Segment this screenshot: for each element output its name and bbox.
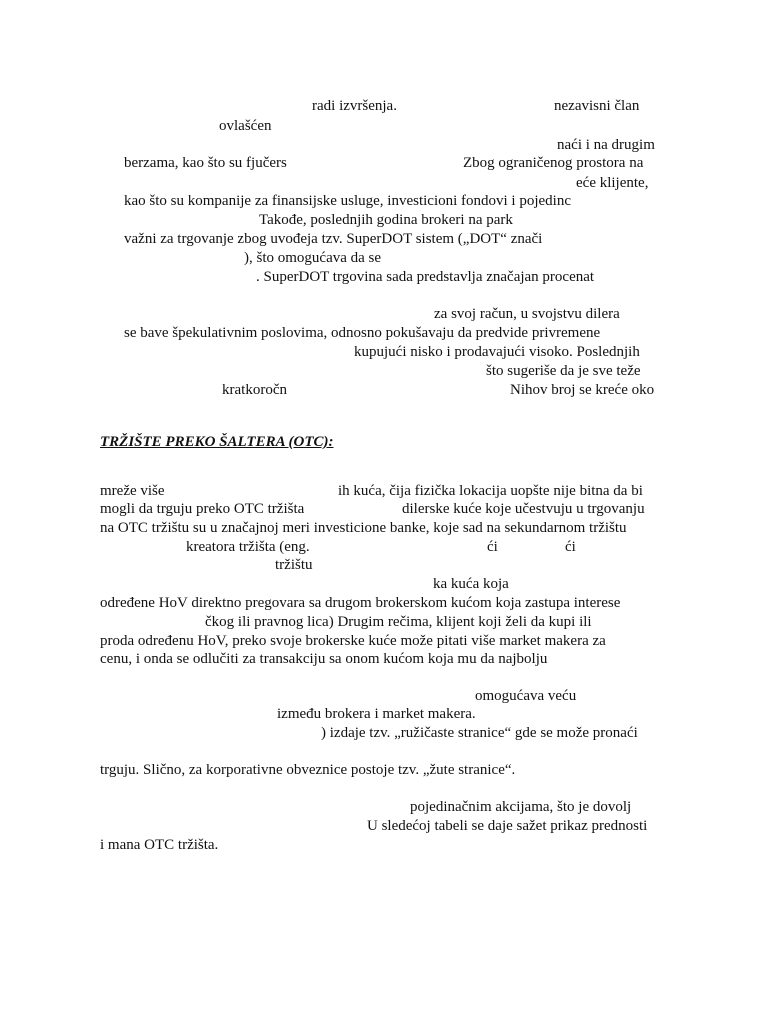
text-line: naći i na drugim xyxy=(557,137,655,153)
text-line: berzama, kao što su fjučers xyxy=(124,155,287,171)
text-line: važni za trgovanje zbog uvođeja tzv. SuperDOT sistem („DOT“ znači xyxy=(124,231,543,247)
text-line: eće klijente, xyxy=(576,175,649,191)
text-line: ći xyxy=(565,539,576,555)
text-line: za svoj račun, u svojstvu dilera xyxy=(434,306,620,322)
text-line: kratkoročn xyxy=(222,382,287,398)
text-line: dilerske kuće koje učestvuju u trgovanju xyxy=(402,501,645,517)
text-line: određene HoV direktno pregovara sa drugom brokerskom kućom koja zastupa interese xyxy=(100,595,621,611)
text-line: između brokera i market makera. xyxy=(277,706,476,722)
text-line: trguju. Slično, za korporativne obveznice postoje tzv. „žute stranice“. xyxy=(100,762,516,778)
text-line: omogućava veću xyxy=(475,688,577,704)
text-line: na OTC tržištu su u značajnoj meri investicione banke, koje sad na sekundarnom tržištu xyxy=(100,520,627,536)
text-line: pojedinačnim akcijama, što je dovolj xyxy=(410,799,632,815)
text-line: tržištu xyxy=(275,557,313,573)
text-line: kao što su kompanije za finansijske usluge, investicioni fondovi i pojedinc xyxy=(124,193,572,209)
text-line: ovlašćen xyxy=(219,118,272,134)
text-line: mreže više xyxy=(100,483,165,499)
text-line: kreatora tržišta (eng. xyxy=(186,539,310,555)
text-line: se bave špekulativnim poslovima, odnosno pokušavaju da predvide privremene xyxy=(124,325,601,341)
text-line: što sugeriše da je sve teže xyxy=(486,363,641,379)
text-line: ih kuća, čija fizička lokacija uopšte nije bitna da bi xyxy=(338,483,643,499)
text-line: kupujući nisko i prodavajući visoko. Poslednjih xyxy=(354,344,640,360)
text-line: cenu, i onda se odlučiti za transakciju sa onom kućom koja mu da najbolju xyxy=(100,651,548,667)
text-line: mogli da trguju preko OTC tržišta xyxy=(100,501,305,517)
section-heading: TRŽIŠTE PREKO ŠALTERA (OTC): xyxy=(100,434,334,450)
text-line: Nihov broj se kreće oko xyxy=(510,382,655,398)
text-line: Takođe, poslednjih godina brokeri na park xyxy=(259,212,513,228)
text-line: radi izvršenja. xyxy=(312,98,397,114)
text-line: U sledećoj tabeli se daje sažet prikaz prednosti xyxy=(367,818,648,834)
text-line: čkog ili pravnog lica) Drugim rečima, klijent koji želi da kupi ili xyxy=(205,614,592,630)
text-line: ) izdaje tzv. „ružičaste stranice“ gde se može pronaći xyxy=(321,725,638,741)
text-line: i mana OTC tržišta. xyxy=(100,837,219,853)
text-line: proda određenu HoV, preko svoje brokerske kuće može pitati više market makera za xyxy=(100,633,606,649)
text-line: nezavisni član xyxy=(554,98,640,114)
text-line: ći xyxy=(487,539,498,555)
text-line: Zbog ograničenog prostora na xyxy=(463,155,644,171)
text-line: . SuperDOT trgovina sada predstavlja značajan procenat xyxy=(256,269,595,285)
text-line: ), što omogućava da se xyxy=(244,250,382,266)
text-line: ka kuća koja xyxy=(433,576,509,592)
